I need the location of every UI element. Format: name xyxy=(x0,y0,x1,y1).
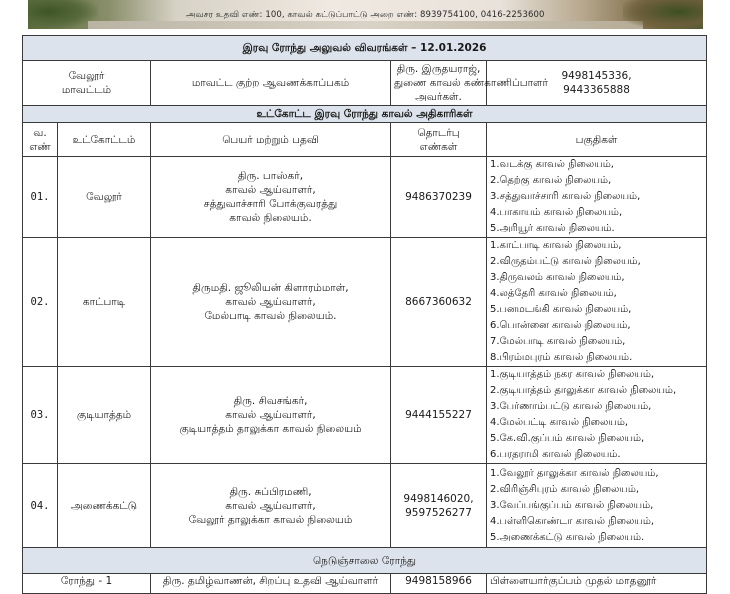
col-header-name: பெயர் மற்றும் பதவி xyxy=(151,123,391,157)
list-item: 4.மேல்பட்டி காவல் நிலையம், xyxy=(490,417,629,428)
district-row xyxy=(23,61,707,106)
highway-patrol-label: ரோந்து - 1 xyxy=(23,574,151,594)
column-header-row xyxy=(23,123,707,157)
list-item: 1.குடியாத்தம் நகர காவல் நிலையம், xyxy=(490,369,655,380)
list-item: 1.வடக்கு காவல் நிலையம், xyxy=(490,159,614,170)
list-item: 2.விருதம்பட்டு காவல் நிலையம், xyxy=(490,256,641,267)
highway-heading-row xyxy=(23,548,707,574)
list-item: 1.வேலூர் தாலுக்கா காவல் நிலையம், xyxy=(490,467,659,479)
list-item: 5.அணைக்கட்டு காவல் நிலையம். xyxy=(490,531,645,543)
row-areas xyxy=(487,238,707,367)
list-item: 7.மேல்பாடி காவல் நிலையம், xyxy=(490,336,626,347)
document-title: இரவு ரோந்து அலுவல் விவரங்கள் – 12.01.2026 xyxy=(23,36,707,61)
list-item: 6.பொன்னை காவல் நிலையம், xyxy=(490,320,631,331)
district-cell: வேலூர் மாவட்டம் xyxy=(23,61,151,106)
banner-water xyxy=(88,21,643,29)
list-item: 1.காட்பாடி காவல் நிலையம், xyxy=(490,240,622,251)
list-item: 4.பள்ளிகொண்டா காவல் நிலையம், xyxy=(490,515,655,527)
list-item: 2.தெற்கு காவல் நிலையம், xyxy=(490,175,612,186)
table-row xyxy=(23,464,707,548)
row-areas xyxy=(487,367,707,464)
list-item: 2.குடியாத்தம் தாலுக்கா காவல் நிலையம், xyxy=(490,385,677,396)
header-banner-image xyxy=(28,0,703,29)
row-phone: 8667360632 xyxy=(391,238,487,367)
list-item: 3.பேர்ணாம்பட்டு காவல் நிலையம், xyxy=(490,401,652,412)
duty-table xyxy=(22,35,707,594)
row-sno: 03. xyxy=(23,367,58,464)
row-sno: 02. xyxy=(23,238,58,367)
subdivision-heading: உட்கோட்ட இரவு ரோந்து காவல் அதிகாரிகள் xyxy=(23,106,707,123)
col-header-subdivision: உட்கோட்டம் xyxy=(58,123,151,157)
list-item: 8.பிரம்மபுரம் காவல் நிலையம். xyxy=(490,352,633,363)
highway-officer: திரு. தமிழ்வாணன், சிறப்பு உதவி ஆய்வாளர் xyxy=(151,574,391,594)
list-item: 4.பாகாயம் காவல் நிலையம், xyxy=(490,207,623,218)
row-sno: 01. xyxy=(23,157,58,238)
row-subdivision: காட்பாடி xyxy=(58,238,151,367)
col-header-sno: வ. எண் xyxy=(23,123,58,157)
highway-heading: நெடுஞ்சாலை ரோந்து xyxy=(23,548,707,574)
table-row xyxy=(23,157,707,238)
row-subdivision: குடியாத்தம் xyxy=(58,367,151,464)
list-item: 4.லத்தேரி காவல் நிலையம், xyxy=(490,288,617,299)
row-subdivision: வேலூர் xyxy=(58,157,151,238)
row-officer-name: திரு. பாஸ்கர், காவல் ஆய்வாளர், சத்துவாச்சாரி போக்குவரத்து காவல் நிலையம். xyxy=(151,157,391,238)
banner-trees-right xyxy=(623,0,703,29)
list-item: 3.திருவலம் காவல் நிலையம், xyxy=(490,272,625,283)
list-item: 5.அரியூர் காவல் நிலையம். xyxy=(490,223,615,234)
list-item: 2.விரிஞ்சிபுரம் காவல் நிலையம், xyxy=(490,483,640,495)
row-officer-name: திரு. சிவசங்கர், காவல் ஆய்வாளர், குடியாத்தம் தாலுக்கா காவல் நிலையம் xyxy=(151,367,391,464)
list-item: 5.கே.வி.குப்பம் காவல் நிலையம், xyxy=(490,433,645,444)
highway-phone: 9498158966 xyxy=(391,574,487,594)
highway-route: பிள்ளையார்குப்பம் முதல் மாதனூர் xyxy=(487,574,707,594)
subdivision-heading-row xyxy=(23,106,707,123)
list-item: 6.பரதராமி காவல் நிலையம். xyxy=(490,449,621,460)
row-officer-name: திருமதி. ஜூலியன் கிளாரம்மாள், காவல் ஆய்வாளர், மேல்பாடி காவல் நிலையம். xyxy=(151,238,391,367)
row-phone: 9444155227 xyxy=(391,367,487,464)
table-row xyxy=(23,367,707,464)
district-phones: 9498145336, 9443365888 xyxy=(487,61,707,106)
row-phone: 9498146020, 9597526277 xyxy=(391,464,487,548)
table-row xyxy=(23,238,707,367)
row-areas xyxy=(487,464,707,548)
list-item: 3.வேப்பங்குப்பம் காவல் நிலையம், xyxy=(490,499,654,511)
row-subdivision: அணைக்கட்டு xyxy=(58,464,151,548)
table-row xyxy=(23,574,707,594)
row-phone: 9486370239 xyxy=(391,157,487,238)
row-areas xyxy=(487,157,707,238)
list-item: 5.பனமடங்கி காவல் நிலையம், xyxy=(490,304,632,315)
row-officer-name: திரு. சுப்பிரமணி, காவல் ஆய்வாளர், வேலூர் தாலுக்கா காவல் நிலையம் xyxy=(151,464,391,548)
row-sno: 04. xyxy=(23,464,58,548)
title-row xyxy=(23,36,707,61)
col-header-phone: தொடர்பு எண்கள் xyxy=(391,123,487,157)
emergency-contact-line: அவசர உதவி எண்: 100, காவல் கட்டுப்பாட்டு அறை எண்: 8939754100, 0416-2253600 xyxy=(186,10,545,20)
district-unit: மாவட்ட குற்ற ஆவணக்காப்பகம் xyxy=(151,61,391,106)
col-header-areas: பகுதிகள் xyxy=(487,123,707,157)
district-officer: திரு. இருதயராஜ், துணை காவல் கண்காணிப்பாளர் அவர்கள். xyxy=(391,61,487,106)
list-item: 3.சத்துவாச்சாரி காவல் நிலையம், xyxy=(490,191,641,202)
